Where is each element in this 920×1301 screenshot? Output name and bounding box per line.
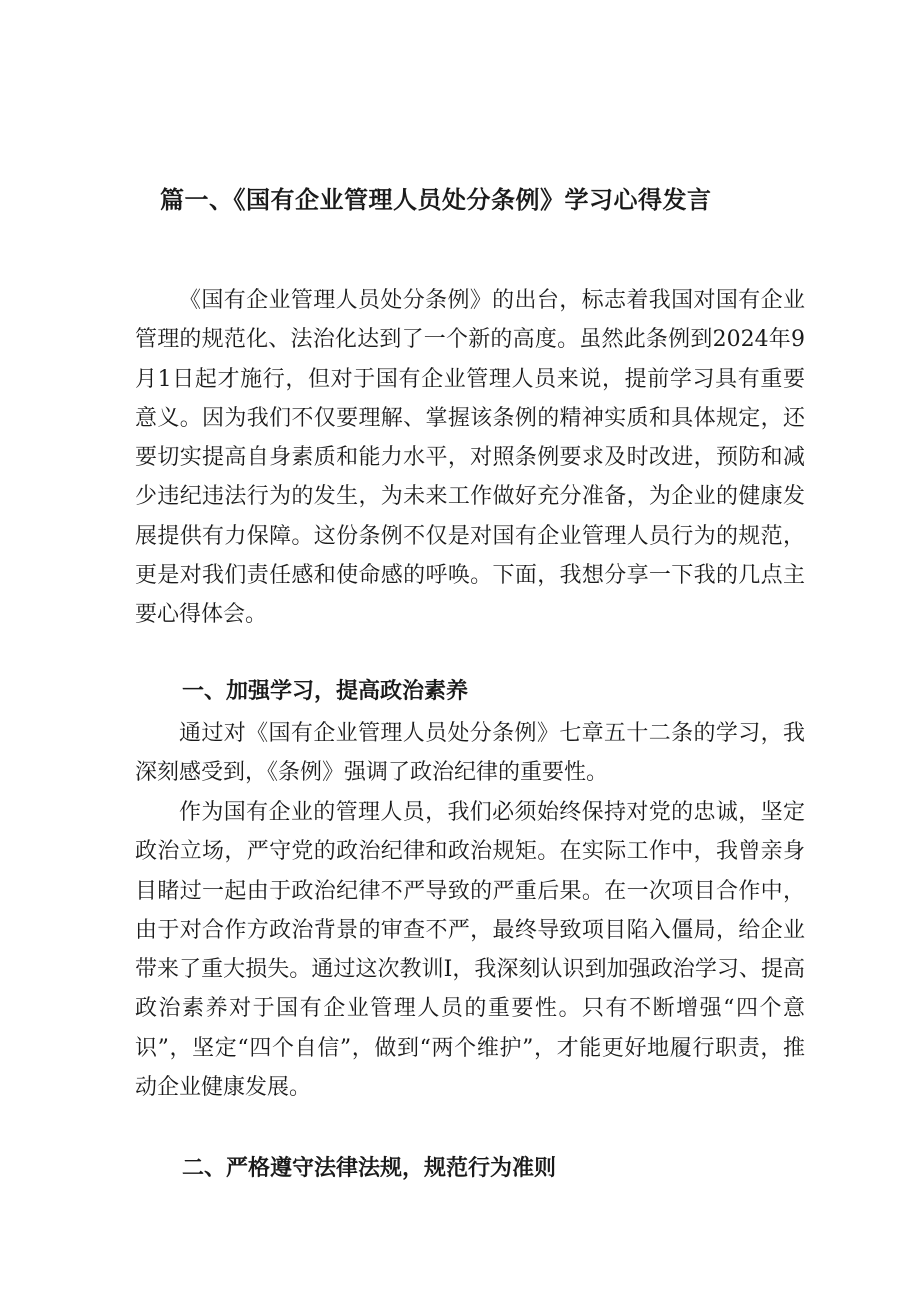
- section-heading-2: 二、严格遵守法律法规，规范行为准则: [182, 1156, 557, 1181]
- intro-paragraph: 《国有企业管理人员处分条例》的出台，标志着我国对国有企业管理的规范化、法治化达到了一个新的高度。虽然此条例到2024年9月1日起才施行，但对于国有企业管理人员来说，提前学习具有重要意义。因为我们不仅要理解、掌握该条例的精神实质和具体规定，还要切实提高自身素质和能力水平，对照条例要求及时改进，预防和减少违纪违法行为的发生，为未来工作做好充分准备，为企业的健康发展提供有力保障。这份条例不仅是对国有企业管理人员行为的规范，更是对我们责任感和使命感的呼唤。下面，我想分享一下我的几点主要心得体会。: [135, 288, 805, 628]
- document-title: 篇一、《国有企业管理人员处分条例》学习心得发言: [160, 186, 712, 214]
- section-1-paragraph-1: 通过对《国有企业管理人员处分条例》七章五十二条的学习，我深刻感受到，《条例》强调了政治纪律的重要性。: [135, 721, 805, 786]
- section-1-paragraph-2: 作为国有企业的管理人员，我们必须始终保持对党的忠诚，坚定政治立场，严守党的政治纪律和政治规矩。在实际工作中，我曾亲身目睹过一起由于政治纪律不严导致的严重后果。在一次项目合作中，由于对合作方政治背景的审查不严，最终导致项目陷入僵局，给企业带来了重大损失。通过这次教训I，我深刻认识到加强政治学习、提高政治素养对于国有企业管理人员的重要性。只有不断增强“四个意识”，坚定“四个自信”，做到“两个维护”，才能更好地履行职责，推动企业健康发展。: [135, 800, 805, 1101]
- section-heading-1: 一、加强学习，提高政治素养: [182, 679, 469, 704]
